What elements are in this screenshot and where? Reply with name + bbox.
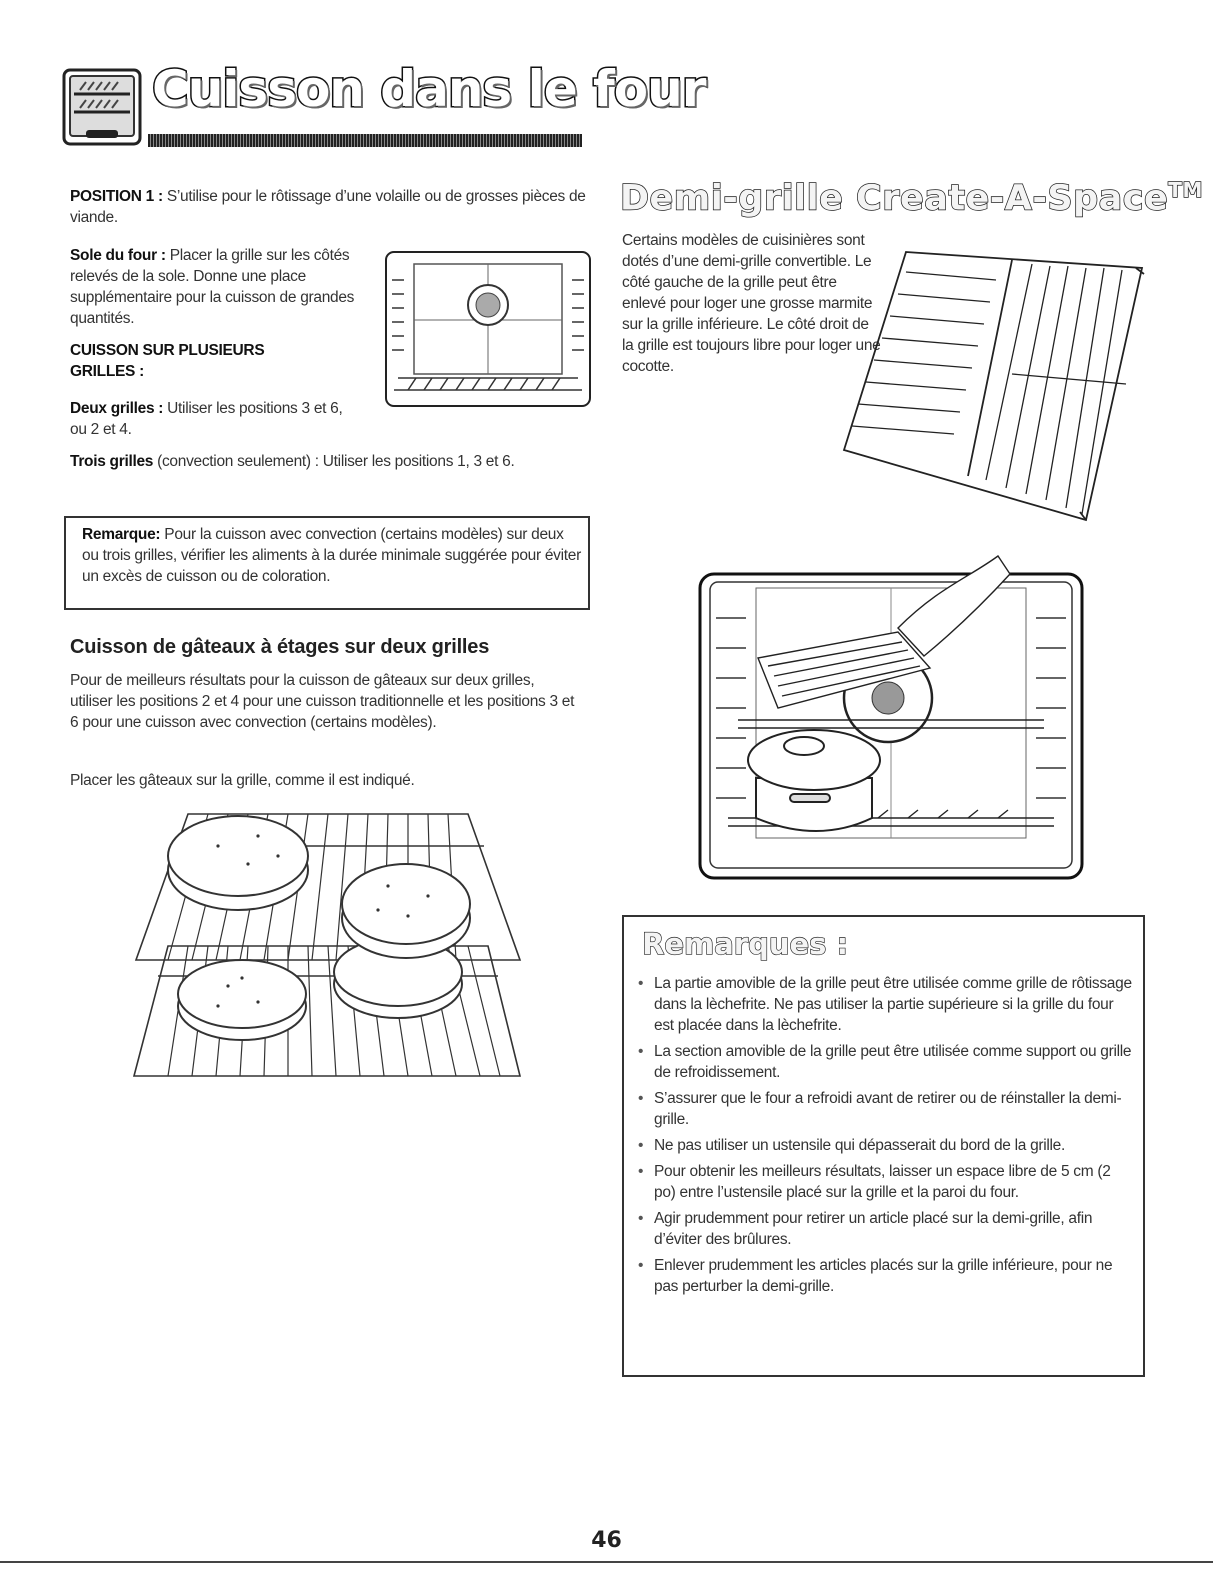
- sole-paragraph: [70, 245, 362, 329]
- remarque-paragraph: [82, 524, 582, 587]
- sole-label: Sole du four :: [70, 247, 166, 264]
- demi-grille-heading-text: Demi-grille Create-A-Space: [620, 178, 1169, 219]
- oven-icon: [62, 68, 142, 146]
- oven-half-rack-pot-illustration: [698, 548, 1084, 880]
- remarques-heading: Remarques :: [642, 927, 849, 961]
- page-title: Cuisson dans le four: [152, 60, 706, 118]
- page-number: 46: [591, 1528, 622, 1553]
- multi-rack-heading: CUISSON SUR PLUSIEURS GRILLES :: [70, 342, 265, 380]
- remarques-list-item: • Agir prudemment pour retirer un article placé sur la demi-grille, afin d’éviter des brûlures.: [634, 1208, 1134, 1250]
- remarques-list-item: • La section amovible de la grille peut être utilisée comme support ou grille de refroidissement.: [634, 1041, 1134, 1083]
- cake-paragraph-2: Placer les gâteaux sur la grille, comme il est indiqué.: [70, 772, 415, 789]
- remarques-list-item: • Pour obtenir les meilleurs résultats, laisser un espace libre de 5 cm (2 po) entre l’ustensile placé sur la grille et la paroi du four.: [634, 1161, 1134, 1203]
- position1-paragraph: [70, 186, 590, 228]
- deux-grilles-text: Utiliser les positions 3 et 6, ou 2 et 4.: [70, 400, 343, 438]
- remarques-list-item: • Ne pas utiliser un ustensile qui dépasserait du bord de la grille.: [634, 1135, 1134, 1156]
- remarques-list-item: • S’assurer que le four a refroidi avant de retirer ou de réinstaller la demi-grille.: [634, 1088, 1134, 1130]
- remarque-text: Pour la cuisson avec convection (certains modèles) sur deux ou trois grilles, vérifier les aliments à la durée minimale suggérée pour éviter un excès de cuisson ou de coloration.: [82, 526, 581, 585]
- position1-text: S’utilise pour le rôtissage d’une volaille ou de grosses pièces de viande.: [70, 188, 586, 226]
- position1-label: POSITION 1 :: [70, 188, 163, 205]
- deux-grilles-paragraph: [70, 398, 360, 440]
- remarques-list-item: • La partie amovible de la grille peut être utilisée comme grille de rôtissage dans la lèchefrite. Ne pas utiliser la partie supérieure si la grille du four est placée dans la lèchefrite.: [634, 973, 1134, 1036]
- bottom-rule: [0, 1561, 1213, 1563]
- oven-bottom-rack-illustration: [384, 250, 592, 408]
- cake-section-heading: Cuisson de gâteaux à étages sur deux grilles: [70, 636, 490, 658]
- title-underline: [148, 134, 582, 147]
- sole-text: Placer la grille sur les côtés relevés de la sole. Donne une place supplémentaire pour la cuisson de grandes quantités.: [70, 247, 355, 327]
- cake-paragraph-1: Pour de meilleurs résultats pour la cuisson de gâteaux sur deux grilles, utiliser les positions 2 et 4 pour une cuisson traditionnelle et les positions 3 et 6 pour une cuisson avec convection (certains modèles).: [70, 672, 575, 731]
- remarque-box: [64, 516, 590, 610]
- remarques-list: [634, 973, 1134, 1302]
- trois-grilles-paragraph: [70, 451, 540, 472]
- trois-grilles-text: (convection seulement) : Utiliser les positions 1, 3 et 6.: [153, 453, 515, 470]
- trois-grilles-label: Trois grilles: [70, 453, 154, 470]
- demi-grille-intro: Certains modèles de cuisinières sont dotés d’une demi-grille convertible. Le côté gauche de la grille peut être enlevé pour loger une grosse marmite sur la grille inférieure. Le côté droit de la grille est toujours libre pour loger une cocotte.: [622, 232, 881, 375]
- remarques-box: [622, 915, 1145, 1377]
- trademark-mark: TM: [1168, 178, 1203, 202]
- half-rack-illustration: [836, 244, 1148, 522]
- remarque-label: Remarque:: [82, 526, 161, 543]
- two-racks-cakes-illustration: [128, 806, 526, 1092]
- remarques-list-item: • Enlever prudemment les articles placés sur la grille inférieure, pour ne pas perturber la demi-grille.: [634, 1255, 1134, 1297]
- deux-grilles-label: Deux grilles :: [70, 400, 164, 417]
- demi-grille-heading: [620, 178, 1203, 219]
